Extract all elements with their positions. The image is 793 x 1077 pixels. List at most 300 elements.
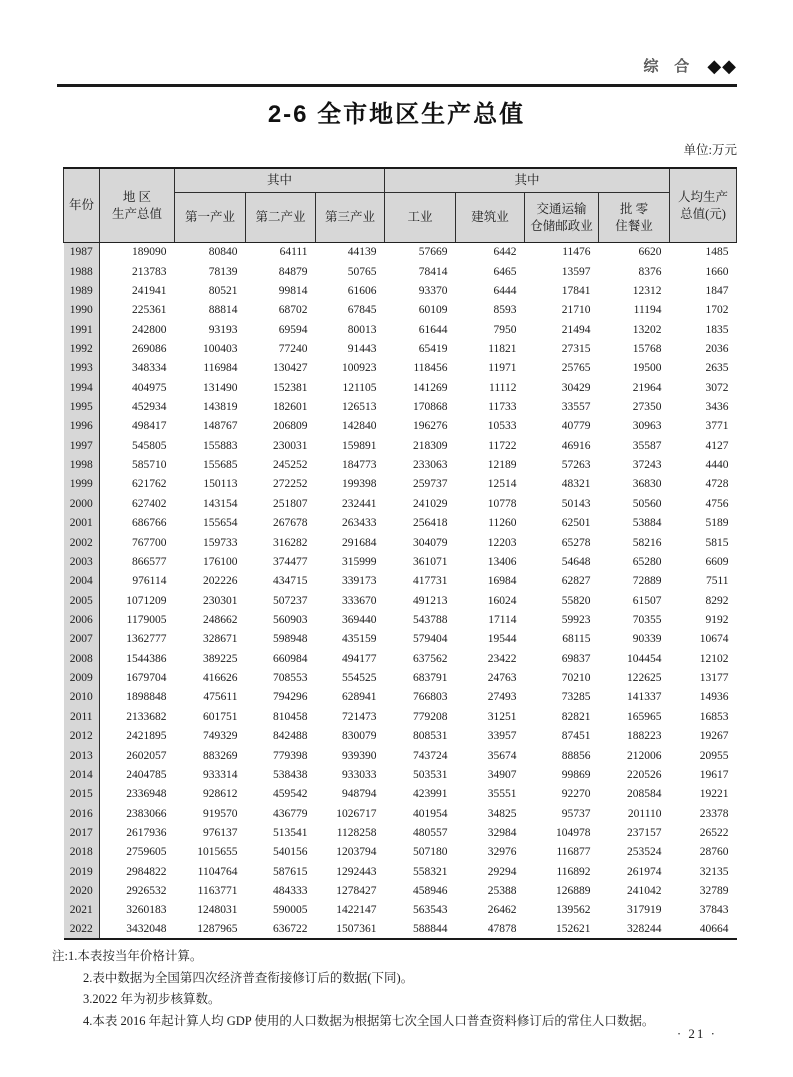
page-number: · 21 · (676, 1026, 717, 1041)
value-cell: 767700 (132, 536, 167, 549)
value-cell: 4756 (705, 497, 729, 510)
value-cell: 5189 (705, 517, 729, 530)
value-cell: 11971 (488, 362, 517, 375)
value-cell: 233063 (413, 459, 448, 472)
year-cell: 2015 (64, 785, 100, 804)
value-cell: 21494 (561, 323, 591, 336)
year-cell: 2003 (64, 552, 100, 571)
col-header-construction: 建筑业 (456, 193, 525, 243)
value-cell: 37243 (632, 459, 662, 472)
col-header-tertiary-industry: 第三产业 (316, 193, 385, 243)
value-cell: 272252 (273, 478, 308, 491)
year-cell: 2020 (64, 881, 100, 900)
value-cell: 1015655 (197, 846, 238, 859)
value-cell: 70210 (561, 672, 591, 685)
value-cell: 48321 (561, 478, 591, 491)
col-header-retail (599, 193, 670, 243)
value-cell: 95737 (561, 807, 591, 820)
value-cell: 1179005 (126, 614, 167, 626)
value-cell: 1507361 (336, 923, 377, 936)
value-cell: 213783 (132, 265, 167, 278)
table-body (64, 243, 737, 940)
table-row (64, 397, 737, 416)
col-header-year: 年份 (64, 168, 100, 243)
col-header-retail-line1: 批 零 (619, 201, 649, 216)
value-cell: 34825 (487, 807, 517, 820)
value-cell: 126889 (556, 885, 591, 898)
value-cell: 67845 (347, 304, 377, 317)
note-text-1: 1.本表按当年价格计算。 (67, 949, 203, 963)
value-cell: 543788 (413, 614, 448, 626)
value-cell: 1071209 (126, 594, 167, 607)
value-cell: 11260 (488, 517, 517, 530)
value-cell: 126513 (342, 401, 377, 414)
value-cell: 4440 (705, 459, 729, 472)
value-cell: 201110 (627, 807, 662, 820)
value-cell: 64111 (279, 246, 308, 259)
year-cell: 2018 (64, 843, 100, 862)
year-cell: 2016 (64, 804, 100, 823)
value-cell: 5815 (705, 536, 729, 549)
value-cell: 928612 (203, 788, 238, 801)
value-cell: 184773 (342, 459, 377, 472)
value-cell: 810458 (273, 710, 308, 723)
value-cell: 141337 (627, 691, 662, 704)
value-cell: 507180 (413, 846, 448, 859)
value-cell: 15768 (632, 342, 662, 355)
note-line-3 (52, 989, 752, 1011)
table-row (64, 630, 737, 649)
year-cell: 2017 (64, 823, 100, 842)
table-row (64, 455, 737, 474)
value-cell: 237157 (627, 826, 662, 839)
value-cell: 494177 (342, 652, 377, 665)
value-cell: 1128258 (336, 826, 377, 839)
value-cell: 208584 (627, 788, 662, 801)
year-cell: 2013 (64, 746, 100, 765)
value-cell: 19267 (699, 730, 729, 743)
value-cell: 7950 (493, 323, 517, 336)
value-cell: 13406 (487, 555, 517, 568)
value-cell: 1847 (705, 284, 729, 297)
value-cell: 65280 (632, 555, 662, 568)
col-header-primary-industry: 第一产业 (175, 193, 246, 243)
value-cell: 17841 (561, 284, 591, 297)
value-cell: 53884 (632, 517, 662, 530)
value-cell: 19500 (632, 362, 662, 375)
value-cell: 82821 (561, 710, 591, 723)
value-cell: 131490 (203, 381, 238, 394)
value-cell: 152381 (273, 381, 308, 394)
value-cell: 434715 (273, 575, 308, 588)
value-cell: 2602057 (126, 749, 167, 762)
col-header-gdp-line1: 地 区 (122, 189, 152, 204)
value-cell: 30429 (561, 381, 591, 394)
table-row (64, 823, 737, 842)
value-cell: 11112 (489, 381, 517, 394)
value-cell: 61644 (418, 323, 448, 336)
value-cell: 3432048 (126, 923, 167, 936)
value-cell: 32984 (487, 826, 517, 839)
unit-label: 单位:万元 (683, 143, 737, 157)
value-cell: 436779 (273, 807, 308, 820)
value-cell: 267678 (273, 517, 308, 530)
value-cell: 44139 (347, 246, 377, 259)
value-cell: 554525 (342, 672, 377, 685)
year-cell: 2021 (64, 901, 100, 920)
value-cell: 12514 (487, 478, 517, 491)
value-cell: 1679704 (126, 672, 167, 685)
value-cell: 23378 (699, 807, 729, 820)
value-cell: 339173 (342, 575, 377, 588)
value-cell: 21710 (561, 304, 591, 317)
value-cell: 93370 (418, 284, 448, 297)
value-cell: 33957 (487, 730, 517, 743)
value-cell: 176100 (203, 555, 238, 568)
value-cell: 155654 (203, 517, 238, 530)
value-cell: 116984 (203, 362, 238, 375)
value-cell: 19544 (487, 633, 517, 646)
value-cell: 749329 (203, 730, 238, 743)
value-cell: 919570 (203, 807, 238, 820)
table-row (64, 475, 737, 494)
year-cell: 2006 (64, 610, 100, 629)
value-cell: 1660 (705, 265, 729, 278)
value-cell: 78139 (208, 265, 238, 278)
value-cell: 540156 (273, 846, 308, 859)
value-cell: 69594 (278, 323, 308, 336)
col-header-secondary-industry: 第二产业 (246, 193, 316, 243)
value-cell: 1422147 (336, 904, 377, 917)
value-cell: 598948 (273, 633, 308, 646)
value-cell: 6609 (705, 555, 729, 568)
year-cell: 2012 (64, 726, 100, 745)
value-cell: 34907 (487, 768, 517, 781)
table-row (64, 901, 737, 920)
value-cell: 23422 (487, 652, 517, 665)
value-cell: 68702 (278, 304, 308, 317)
value-cell: 8376 (638, 265, 662, 278)
value-cell: 242800 (132, 323, 167, 336)
table-row (64, 572, 737, 591)
note-line-1 (52, 946, 752, 968)
col-header-among-2: 其中 (385, 168, 670, 193)
table-row (64, 881, 737, 900)
value-cell: 182601 (273, 401, 308, 414)
section-label: 综 合 (643, 59, 696, 75)
value-cell: 11194 (633, 304, 662, 317)
value-cell: 256418 (413, 517, 448, 530)
col-header-gdp-line2: 生产总值 (111, 206, 162, 221)
value-cell: 13202 (632, 323, 662, 336)
value-cell: 2133682 (126, 710, 167, 723)
table-header (64, 168, 737, 243)
value-cell: 24763 (487, 672, 517, 685)
value-cell: 251807 (273, 497, 308, 510)
year-cell: 1995 (64, 397, 100, 416)
value-cell: 29294 (487, 865, 517, 878)
value-cell: 88856 (561, 749, 591, 762)
year-cell: 1989 (64, 281, 100, 300)
value-cell: 417731 (413, 575, 448, 588)
value-cell: 317919 (627, 904, 662, 917)
table-row (64, 552, 737, 571)
value-cell: 6442 (493, 246, 517, 259)
table-row (64, 339, 737, 358)
value-cell: 976114 (132, 575, 167, 588)
value-cell: 230031 (273, 439, 308, 452)
value-cell: 87451 (561, 730, 591, 743)
value-cell: 220526 (627, 768, 662, 781)
value-cell: 3771 (705, 420, 729, 433)
value-cell: 2984822 (126, 865, 167, 878)
value-cell: 30963 (632, 420, 662, 433)
value-cell: 6620 (638, 246, 662, 259)
value-cell: 779208 (413, 710, 448, 723)
value-cell: 12312 (632, 284, 662, 297)
value-cell: 33557 (561, 401, 591, 414)
value-cell: 46916 (561, 439, 591, 452)
value-cell: 61507 (632, 594, 662, 607)
value-cell: 28760 (699, 846, 729, 859)
value-cell: 491213 (413, 594, 448, 607)
value-cell: 766803 (413, 691, 448, 704)
value-cell: 269086 (132, 342, 167, 355)
table-row (64, 281, 737, 300)
value-cell: 40779 (561, 420, 591, 433)
value-cell: 50765 (347, 265, 377, 278)
value-cell: 7511 (705, 575, 729, 588)
value-cell: 196276 (413, 420, 448, 433)
value-cell: 587615 (273, 865, 308, 878)
value-cell: 883269 (203, 749, 238, 762)
value-cell: 100923 (342, 362, 377, 375)
value-cell: 842488 (273, 730, 308, 743)
value-cell: 25388 (487, 885, 517, 898)
value-cell: 588844 (413, 923, 448, 936)
value-cell: 139562 (556, 904, 591, 917)
value-cell: 17114 (488, 614, 517, 626)
value-cell: 2383066 (126, 807, 167, 820)
value-cell: 3072 (705, 381, 729, 394)
value-cell: 143154 (203, 497, 238, 510)
value-cell: 2926532 (126, 885, 167, 898)
value-cell: 148767 (203, 420, 238, 433)
year-cell: 1993 (64, 359, 100, 378)
value-cell: 10778 (487, 497, 517, 510)
value-cell: 80840 (208, 246, 238, 259)
value-cell: 503531 (413, 768, 448, 781)
value-cell: 232441 (342, 497, 377, 510)
value-cell: 25765 (561, 362, 591, 375)
value-cell: 142840 (342, 420, 377, 433)
note-line-2 (52, 968, 752, 990)
value-cell: 10674 (699, 633, 729, 646)
value-cell: 99814 (278, 284, 308, 297)
table-row (64, 436, 737, 455)
value-cell: 1292443 (336, 865, 377, 878)
value-cell: 4728 (705, 478, 729, 491)
value-cell: 241029 (413, 497, 448, 510)
value-cell: 1248031 (197, 904, 238, 917)
value-cell: 116877 (556, 846, 591, 859)
value-cell: 27315 (561, 342, 591, 355)
table-row (64, 726, 737, 745)
year-cell: 1991 (64, 320, 100, 339)
value-cell: 304079 (413, 536, 448, 549)
year-cell: 2004 (64, 572, 100, 591)
year-cell: 1997 (64, 436, 100, 455)
value-cell: 560903 (273, 614, 308, 626)
table-row (64, 610, 737, 629)
value-cell: 743724 (413, 749, 448, 762)
table-row (64, 920, 737, 939)
value-cell: 259737 (413, 478, 448, 491)
value-cell: 939390 (342, 749, 377, 762)
value-cell: 13177 (699, 672, 729, 685)
col-header-transport (525, 193, 599, 243)
value-cell: 328671 (203, 633, 238, 646)
value-cell: 404975 (132, 381, 167, 394)
value-cell: 16024 (487, 594, 517, 607)
value-cell: 263433 (342, 517, 377, 530)
value-cell: 37843 (699, 904, 729, 917)
value-cell: 159733 (203, 536, 238, 549)
value-cell: 8292 (705, 594, 729, 607)
year-cell: 2014 (64, 765, 100, 784)
value-cell: 545805 (132, 439, 167, 452)
value-cell: 143819 (203, 401, 238, 414)
value-cell: 55820 (561, 594, 591, 607)
value-cell: 150113 (203, 478, 238, 491)
year-cell: 2000 (64, 494, 100, 513)
value-cell: 50143 (561, 497, 591, 510)
value-cell: 475611 (203, 691, 238, 704)
value-cell: 2635 (705, 362, 729, 375)
value-cell: 225361 (132, 304, 167, 317)
table-row (64, 494, 737, 513)
value-cell: 435159 (342, 633, 377, 646)
value-cell: 558321 (413, 865, 448, 878)
table-row (64, 862, 737, 881)
value-cell: 389225 (203, 652, 238, 665)
diamonds-icon: ◆◆ (707, 55, 737, 76)
value-cell: 637562 (413, 652, 448, 665)
value-cell: 99869 (561, 768, 591, 781)
year-cell: 2007 (64, 630, 100, 649)
value-cell: 660984 (273, 652, 308, 665)
value-cell: 1026717 (336, 807, 377, 820)
table-row (64, 649, 737, 668)
table-row (64, 301, 737, 320)
value-cell: 155883 (203, 439, 238, 452)
value-cell: 708553 (273, 672, 308, 685)
value-cell: 2036 (705, 342, 729, 355)
value-cell: 2421895 (126, 730, 167, 743)
year-cell: 1996 (64, 417, 100, 436)
value-cell: 1702 (705, 304, 729, 317)
value-cell: 13597 (561, 265, 591, 278)
value-cell: 563543 (413, 904, 448, 917)
value-cell: 100403 (203, 342, 238, 355)
value-cell: 35551 (487, 788, 517, 801)
value-cell: 84879 (278, 265, 308, 278)
value-cell: 498417 (132, 420, 167, 433)
value-cell: 27350 (632, 401, 662, 414)
table-row (64, 320, 737, 339)
value-cell: 36830 (632, 478, 662, 491)
value-cell: 80013 (347, 323, 377, 336)
value-cell: 159891 (342, 439, 377, 452)
value-cell: 261974 (627, 865, 662, 878)
year-cell: 2009 (64, 668, 100, 687)
value-cell: 458946 (413, 885, 448, 898)
value-cell: 513541 (273, 826, 308, 839)
value-cell: 27493 (487, 691, 517, 704)
value-cell: 31251 (487, 710, 517, 723)
value-cell: 248662 (203, 614, 238, 626)
value-cell: 65419 (418, 342, 448, 355)
value-cell: 57669 (418, 246, 448, 259)
year-cell: 2022 (64, 920, 100, 939)
value-cell: 50560 (632, 497, 662, 510)
notes-label: 注: (52, 949, 68, 963)
value-cell: 32135 (699, 865, 729, 878)
value-cell: 1362777 (126, 633, 167, 646)
value-cell: 315999 (342, 555, 377, 568)
value-cell: 830079 (342, 730, 377, 743)
value-cell: 1485 (705, 246, 729, 259)
value-cell: 20955 (699, 749, 729, 762)
value-cell: 65278 (561, 536, 591, 549)
value-cell: 8593 (493, 304, 517, 317)
value-cell: 976137 (203, 826, 238, 839)
value-cell: 68115 (562, 633, 591, 646)
value-cell: 16853 (699, 710, 729, 723)
col-header-retail-line2: 住餐业 (615, 218, 653, 233)
value-cell: 116892 (556, 865, 591, 878)
table-row (64, 707, 737, 726)
value-cell: 621762 (132, 478, 167, 491)
value-cell: 155685 (203, 459, 238, 472)
table-row (64, 591, 737, 610)
value-cell: 73285 (561, 691, 591, 704)
value-cell: 333670 (342, 594, 377, 607)
value-cell: 2336948 (126, 788, 167, 801)
year-cell: 1990 (64, 301, 100, 320)
col-header-percapita-line2: 总值(元) (680, 206, 726, 221)
value-cell: 3260183 (126, 904, 167, 917)
value-cell: 165965 (627, 710, 662, 723)
value-cell: 19221 (699, 788, 729, 801)
year-cell: 2019 (64, 862, 100, 881)
table-row (64, 243, 737, 262)
value-cell: 35587 (632, 439, 662, 452)
value-cell: 35674 (487, 749, 517, 762)
value-cell: 948794 (342, 788, 377, 801)
value-cell: 47878 (487, 923, 517, 936)
value-cell: 54648 (561, 555, 591, 568)
year-cell: 2005 (64, 591, 100, 610)
value-cell: 9192 (705, 614, 729, 626)
header-rule (57, 84, 737, 87)
value-cell: 12189 (487, 459, 517, 472)
value-cell: 601751 (203, 710, 238, 723)
value-cell: 69837 (561, 652, 591, 665)
value-cell: 141269 (413, 381, 448, 394)
value-cell: 230301 (203, 594, 238, 607)
value-cell: 61606 (347, 284, 377, 297)
